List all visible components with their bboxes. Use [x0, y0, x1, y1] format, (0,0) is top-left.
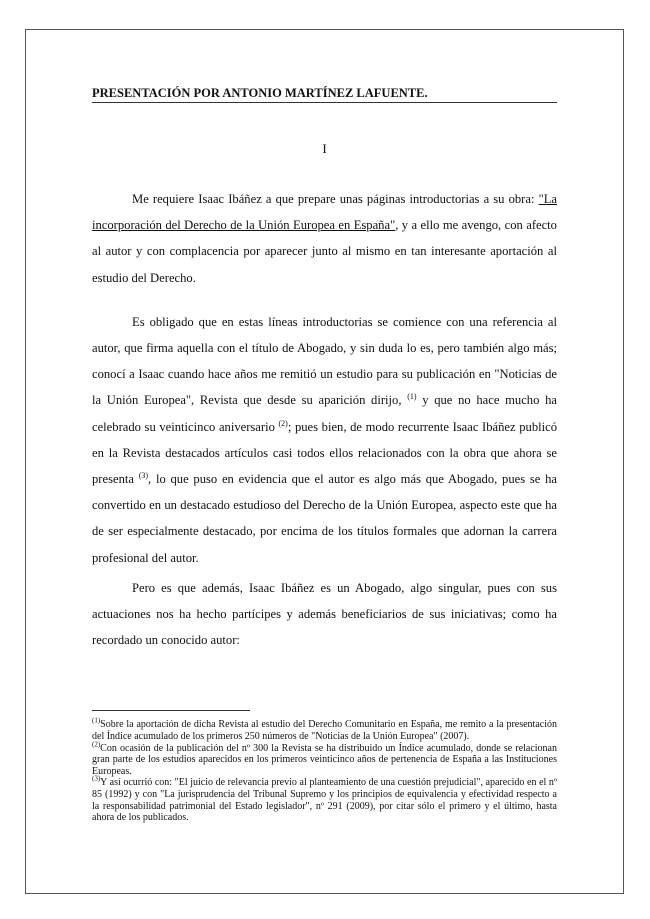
footnote-3	[92, 777, 557, 823]
footnotes	[92, 719, 557, 823]
footnote-separator	[92, 710, 250, 711]
footnote-text-2: Con ocasión de la publicación del nº 300 la Revista se ha distribuido un Índice acumulado, donde se relacionan gran parte de los estudios aparecidos en los primeros veinticinco años de pertenencia de España a las Instituciones Europeas.	[92, 742, 557, 777]
footnote-ref-1[interactable]: (1)	[407, 392, 417, 402]
footnote-ref-3[interactable]: (3)	[138, 470, 149, 480]
paragraph-3: Pero es que además, Isaac Ibáñez es un Abogado, algo singular, pues con sus actuaciones nos ha hecho partícipes y además beneficiarios de sus iniciativas; como ha recordado un conocido autor:	[92, 580, 557, 648]
footnote-1	[92, 719, 557, 742]
paragraph-2-text-c: ; pues bien, de modo recurrente Isaac Ibáñez publicó en la Revista destacados artículos casi todos ellos relacionados con la obra que ahora se presenta	[92, 419, 557, 487]
footnote-mark-3: (3)	[92, 775, 101, 784]
footnote-text-3: Y así ocurrió con: "El juicio de relevancia previo al planteamiento de una cuestión prejudicial", aparecido en el nº 85 (1992) y con "La jurisprudencia del Tribunal Supremo y los principios de equivalencia y efectividad respecto a la responsabilidad patrimonial del Estado legislador", nº 291 (2009), por citar sólo el primero y el último, hasta ahora de los publicados.	[92, 777, 557, 824]
footnote-2	[92, 740, 557, 778]
paragraph-1	[92, 186, 557, 291]
footnote-mark-2: (2)	[92, 740, 101, 749]
paragraph-2-text-a: Es obligado que en estas líneas introductorias se comience con una referencia al autor, que firma aquella con el título de Abogado, y sin duda lo es, pero también algo más; conocí a Isaac cuando hace años me remitió un estudio para su publicación en "Noticias de la Unión Europea", Revista que desde su aparición dirijo,	[92, 314, 557, 408]
book-title: "La incorporación del Derecho de la Unión Europea en España"	[92, 192, 557, 233]
footnote-mark-1: (1)	[92, 717, 101, 726]
footnote-ref-2[interactable]: (2)	[278, 418, 288, 428]
paragraph-1-text-b: , y a ello me avengo, con afecto al autor y con complacencia por aparecer junto al mismo en tan interesante aportación al estudio del Derecho.	[92, 218, 557, 285]
paragraph-2-text-d: , lo que puso en evidencia que el autor es algo más que Abogado, pues se ha convertido en un destacado estudioso del Derecho de la Unión Europea, aspecto este que ha de ser especialmente destacado, por encima de los títulos formales que adornan la carrera profesional del autor.	[92, 472, 557, 565]
page-content	[92, 85, 557, 824]
document-title: PRESENTACIÓN POR ANTONIO MARTÍNEZ LAFUENTE.	[92, 85, 557, 103]
paragraph-1-text-a: Me requiere Isaac Ibáñez a que prepare unas páginas introductorias a su obra:	[132, 192, 539, 206]
paragraph-2-text-b: y que no hace mucho ha celebrado su veinticinco aniversario	[92, 393, 557, 434]
paragraph-2	[92, 309, 557, 571]
footnote-text-1: Sobre la aportación de dicha Revista al estudio del Derecho Comunitario en España, me remito a la presentación del Índice acumulado de los primeros 250 números de "Noticias de la Unión Europea" (2007).	[92, 719, 557, 743]
section-number: I	[322, 141, 327, 156]
